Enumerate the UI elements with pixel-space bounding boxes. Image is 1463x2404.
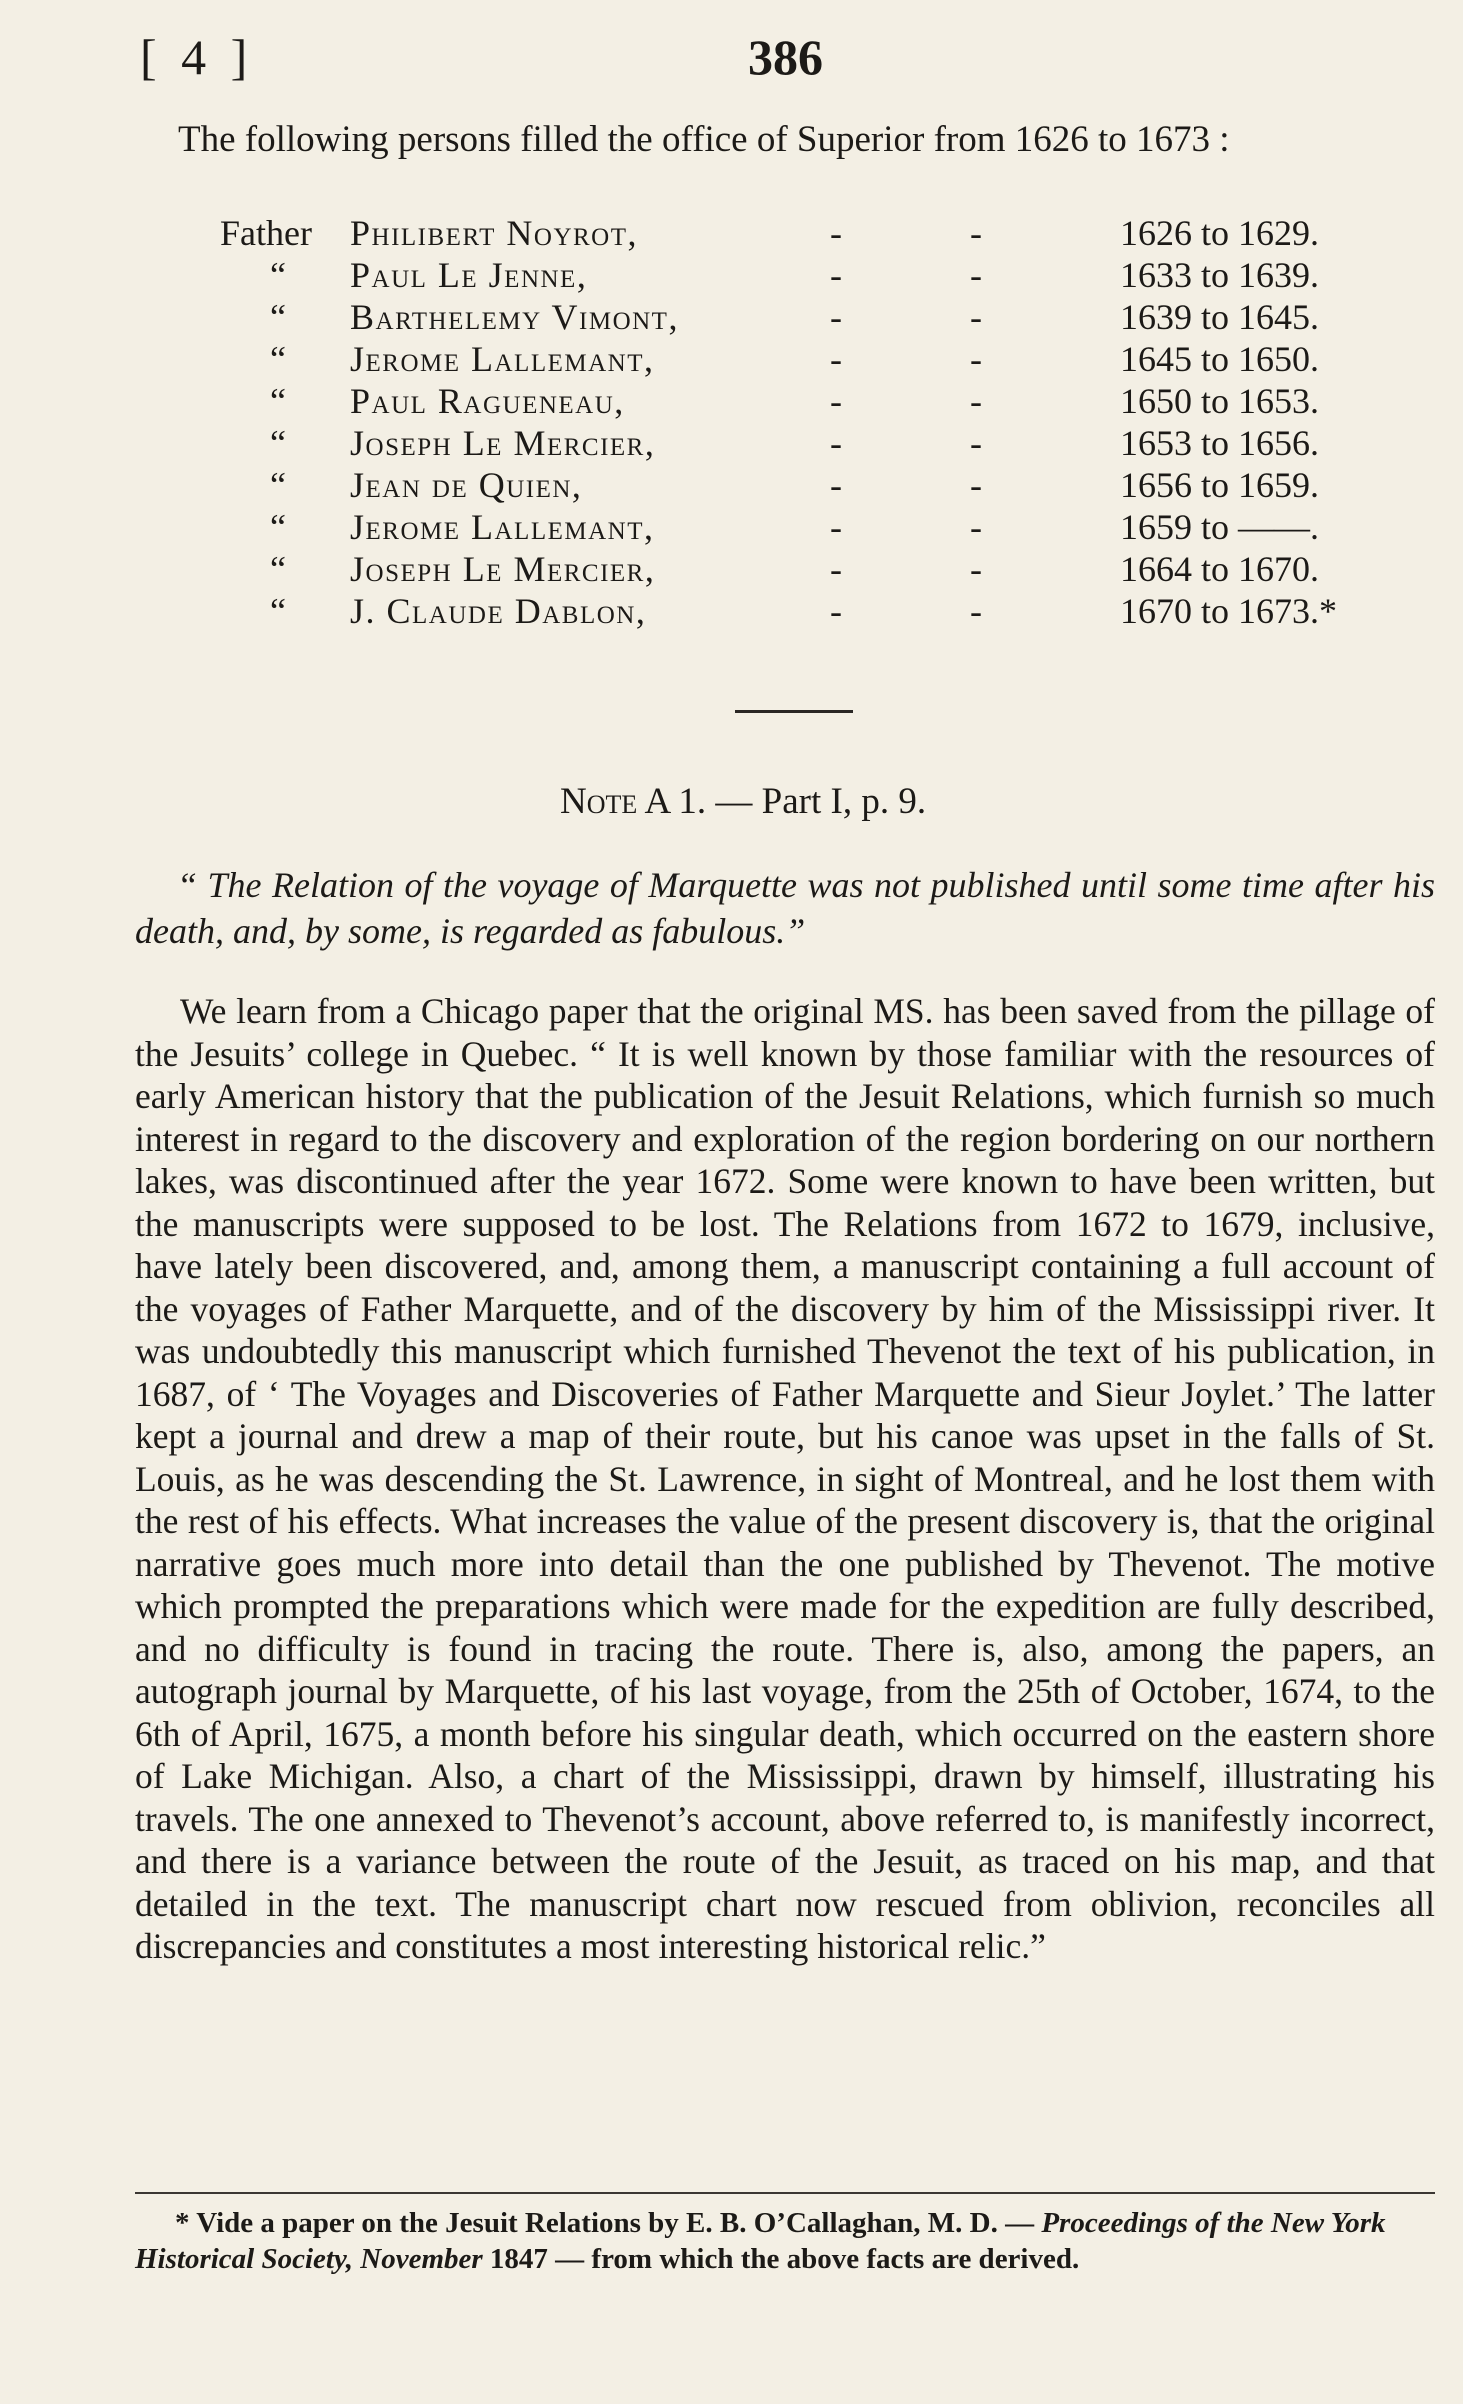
superior-leader-dash: - xyxy=(830,297,842,337)
superior-row xyxy=(220,338,1380,380)
superior-leader-dash: - xyxy=(970,591,982,631)
superior-name: Barthelemy Vimont, xyxy=(350,297,679,337)
superior-leader-dash: - xyxy=(830,339,842,379)
section-divider xyxy=(735,710,853,713)
superior-leader-dash: - xyxy=(970,549,982,589)
footnote-divider xyxy=(135,2192,1435,2194)
superior-dates: 1639 to 1645. xyxy=(1120,297,1320,337)
superior-dates: 1645 to 1650. xyxy=(1120,339,1320,379)
superior-leader-dash: - xyxy=(970,297,982,337)
superior-name: Jerome Lallemant, xyxy=(350,339,655,379)
superior-leader-dash: - xyxy=(830,213,842,253)
superior-dates: 1650 to 1653. xyxy=(1120,381,1320,421)
footnote-text-end: 1847 — from which the above facts are derived. xyxy=(482,2243,1080,2275)
superior-leader-dash: - xyxy=(830,591,842,631)
superiors-intro: The following persons filled the office of Superior from 1626 to 1673 : xyxy=(178,119,1230,160)
superior-name: Philibert Noyrot, xyxy=(350,213,638,253)
superior-leader-dash: - xyxy=(970,339,982,379)
superior-row xyxy=(220,590,1380,632)
superior-name: Paul Ragueneau, xyxy=(350,381,625,421)
superior-row xyxy=(220,254,1380,296)
superior-prefix: “ xyxy=(270,465,286,505)
superior-leader-dash: - xyxy=(970,255,982,295)
superior-dates: 1659 to ——. xyxy=(1120,507,1320,547)
superior-prefix: “ xyxy=(270,549,286,589)
page-header xyxy=(0,28,1463,98)
note-heading xyxy=(560,780,926,823)
superior-leader-dash: - xyxy=(970,465,982,505)
superior-row xyxy=(220,212,1380,254)
superior-prefix: “ xyxy=(270,591,286,631)
superior-prefix: “ xyxy=(270,423,286,463)
superior-leader-dash: - xyxy=(970,507,982,547)
footnote-text-start: * Vide a paper on the Jesuit Relations by E. B. O’Callaghan, M. D. — xyxy=(175,2207,1042,2239)
footnote-source: Proceedings of the New York Historical Society, November xyxy=(135,2207,1386,2275)
superior-row xyxy=(220,296,1380,338)
superior-prefix: “ xyxy=(270,339,286,379)
superior-dates: 1626 to 1629. xyxy=(1120,213,1320,253)
signature-mark: [ 4 ] xyxy=(140,29,254,85)
note-body-paragraph: We learn from a Chicago paper that the original MS. has been saved from the pillage of the Jesuits’ college in Quebec. “ It is well known by those familiar with the resources of early American history that the publication of the Jesuit Relations, which furnish so much interest in regard to the discovery and exploration of the region bordering on our northern lakes, was discontinued after the year 1672. Some were known to have been written, but the manuscripts were supposed to be lost. The Relations from 1672 to 1679, inclusive, have lately been discovered, and, among them, a manuscript containing a full account of the voyages of Father Marquette, and of the discovery by him of the Mississippi river. It was undoubtedly this manuscript which furnished Thevenot the text of his publication, in 1687, of ‘ The Voyages and Discoveries of Father Marquette and Sieur Joylet.’ The latter kept a journal and drew a map of their route, but his canoe was upset in the falls of St. Louis, as he was descending the St. Lawrence, in sight of Montreal, and he lost them with the rest of his effects. What increases the value of the present discovery is, that the original narrative goes much more into detail than the one published by Thevenot. The motive which prompted the preparations which were made for the expedition are fully described, and no difficulty is found in tracing the route. There is, also, among the papers, an autograph journal by Marquette, of his last voyage, from the 25th of October, 1674, to the 6th of April, 1675, a month before his singular death, which occurred on the eastern shore of Lake Michigan. Also, a chart of the Mississippi, drawn by himself, illustrating his travels. The one annexed to Thevenot’s account, above referred to, is manifestly incorrect, and there is a variance between the route of the Jesuit, as traced on his map, and that detailed in the text. The manuscript chart now rescued from oblivion, reconciles all discrepancies and constitutes a most interesting historical relic.” xyxy=(135,991,1435,1966)
superior-name: Jean de Quien, xyxy=(350,465,583,505)
superior-leader-dash: - xyxy=(970,381,982,421)
superior-leader-dash: - xyxy=(830,549,842,589)
superior-row xyxy=(220,548,1380,590)
superior-name: Joseph Le Mercier, xyxy=(350,423,656,463)
superior-name: Paul Le Jenne, xyxy=(350,255,588,295)
superior-name: Joseph Le Mercier, xyxy=(350,549,656,589)
superior-row xyxy=(220,380,1380,422)
page-number: 386 xyxy=(748,29,823,85)
superior-leader-dash: - xyxy=(970,213,982,253)
superior-leader-dash: - xyxy=(830,423,842,463)
superior-dates: 1656 to 1659. xyxy=(1120,465,1320,505)
superior-name: J. Claude Dablon, xyxy=(350,591,647,631)
superior-prefix: “ xyxy=(270,255,286,295)
superiors-list xyxy=(220,212,1380,632)
superior-dates: 1664 to 1670. xyxy=(1120,549,1320,589)
superior-prefix: “ xyxy=(270,381,286,421)
superior-leader-dash: - xyxy=(830,255,842,295)
note-heading-label: Note xyxy=(560,781,638,822)
superior-prefix: “ xyxy=(270,507,286,547)
superior-row xyxy=(220,422,1380,464)
superior-row xyxy=(220,506,1380,548)
superior-dates: 1633 to 1639. xyxy=(1120,255,1320,295)
superior-prefix: Father xyxy=(220,213,312,253)
superior-leader-dash: - xyxy=(830,507,842,547)
superior-leader-dash: - xyxy=(970,423,982,463)
note-quotation: “ The Relation of the voyage of Marquette was not published until some time after his death, and, by some, is regarded as fabulous.” xyxy=(135,865,1435,951)
footnote xyxy=(135,2205,1435,2277)
note-heading-ref: A 1. — Part I, p. 9. xyxy=(637,781,927,822)
superior-name: Jerome Lallemant, xyxy=(350,507,655,547)
superior-leader-dash: - xyxy=(830,381,842,421)
superior-dates: 1670 to 1673.* xyxy=(1120,591,1338,631)
superior-dates: 1653 to 1656. xyxy=(1120,423,1320,463)
superior-leader-dash: - xyxy=(830,465,842,505)
superior-row xyxy=(220,464,1380,506)
superior-prefix: “ xyxy=(270,297,286,337)
